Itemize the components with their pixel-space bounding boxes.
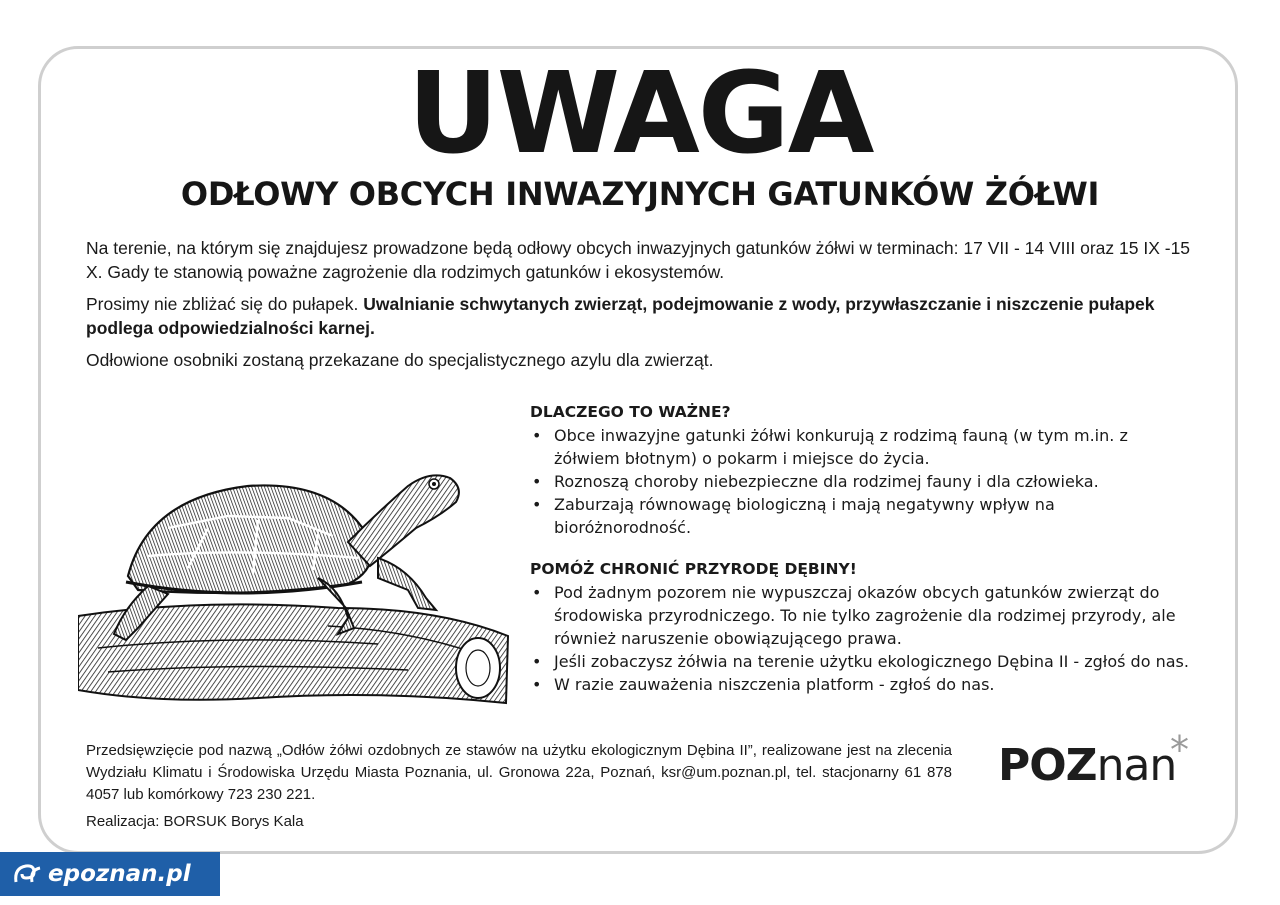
poster-title: UWAGA (407, 49, 873, 179)
why-heading: DLACZEGO TO WAŻNE? (530, 403, 731, 421)
logo-lower: nan (1096, 740, 1177, 791)
why-item-1: Obce inwazyjne gatunki żółwi konkurują z rodzimą fauną (w tym m.in. z żółwiem błotnym) o pokarm i miejsce do życia. (554, 426, 1128, 468)
realization-credit: Realizacja: BORSUK Borys Kala (86, 813, 304, 830)
poznan-logo-text (998, 738, 1176, 794)
list-item (530, 650, 1190, 673)
bullet: • (532, 426, 542, 445)
poznan-logo (998, 728, 1208, 796)
epoznan-badge[interactable] (0, 852, 220, 896)
intro-p2-plain: Prosimy nie zbliżać się do pułapek. (86, 294, 364, 314)
list-item (530, 673, 1190, 696)
bullet: • (532, 472, 542, 491)
list-item (530, 581, 1190, 650)
intro-paragraph-1: Na terenie, na którym się znajdujesz prowadzone będą odłowy obcych inwazyjnych gatunków żółwi w terminach: 17 VII - 14 VIII oraz 15 IX -15 X. Gady te stanowią poważne zagrożenie dla rodzimych gatunków i ekosystemów. (86, 238, 1191, 282)
list-item (530, 424, 1190, 470)
why-item-3: Zaburzają równowagę biologiczną i mają negatywny wpływ na bioróżnorodność. (554, 495, 1055, 537)
epoznan-badge-text: epoznan.pl (48, 861, 191, 887)
bullet: • (532, 652, 542, 671)
turtle-illustration-icon (78, 458, 510, 708)
bullet: • (532, 495, 542, 514)
why-list (530, 424, 1190, 539)
help-item-1: Pod żadnym pozorem nie wypuszczaj okazów obcych gatunków zwierząt do środowiska przyrodniczego. To nie tylko zagrożenie dla rodzimej przyrody, ale również naruszenie obowiązującego prawa. (554, 583, 1176, 648)
bullet: • (532, 583, 542, 602)
logo-star-icon: * (1170, 728, 1189, 772)
info-section (530, 400, 1190, 714)
intro-text (86, 236, 1198, 380)
epoznan-logo-icon (12, 862, 46, 886)
project-credits: Przedsięwzięcie pod nazwą „Odłów żółwi ozdobnych ze stawów na użytku ekologicznym Dębina II”, realizowane jest na zlecenia Wydziału Klimatu i Środowiska Urzędu Miasta Poznania, ul. Gronowa 22a, Poznań, ksr@um.poznan.pl, tel. stacjonarny 61 878 4057 lub komórkowy 723 230 221. (86, 742, 952, 803)
intro-paragraph-2 (86, 292, 1198, 340)
intro-p2-bold: Uwalnianie schwytanych zwierząt, podejmowanie z wody, przywłaszczanie i niszczenie pułapek podlega odpowiedzialności karnej. (86, 294, 1155, 338)
logo-upper: POZ (998, 740, 1097, 791)
help-heading: POMÓŻ CHRONIĆ PRZYRODĘ DĘBINY! (530, 560, 857, 578)
help-list (530, 581, 1190, 696)
poster-subtitle: ODŁOWY OBCYCH INWAZYJNYCH GATUNKÓW ŻÓŁWI (180, 175, 1100, 213)
bullet: • (532, 675, 542, 694)
help-item-2: Jeśli zobaczysz żółwia na terenie użytku ekologicznego Dębina II - zgłoś do nas. (554, 652, 1189, 671)
list-item (530, 470, 1190, 493)
intro-paragraph-3: Odłowione osobniki zostaną przekazane do specjalistycznego azylu dla zwierząt. (86, 350, 714, 370)
list-item (530, 493, 1190, 539)
why-item-2: Roznoszą choroby niebezpieczne dla rodzimej fauny i dla człowieka. (554, 472, 1099, 491)
help-item-3: W razie zauważenia niszczenia platform - zgłoś do nas. (554, 675, 995, 694)
